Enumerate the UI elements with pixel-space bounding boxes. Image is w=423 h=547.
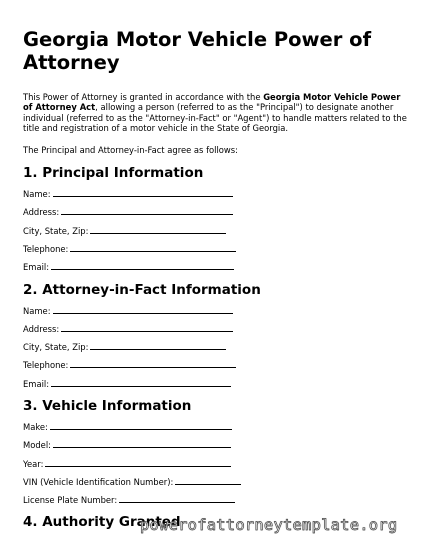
section-heading: 4. Authority Granted [23, 514, 181, 531]
intro-act-name: Georgia Motor Vehicle Power of Attorney Act [23, 92, 401, 113]
agent-name-field[interactable] [23, 305, 415, 323]
fill-in-line[interactable] [53, 305, 233, 314]
website-watermark: powerofattorneytemplate.org [140, 516, 398, 534]
intro-paragraph [23, 92, 411, 134]
fill-in-line[interactable] [53, 439, 231, 448]
field-label: Address: [23, 207, 60, 218]
fill-in-line[interactable] [61, 206, 233, 215]
fill-in-line[interactable] [70, 359, 236, 368]
vehicle-year-field[interactable] [23, 458, 415, 476]
fill-in-line[interactable] [90, 341, 226, 350]
intro-text-end: , allowing a person (referred to as the "Principal") to designate another individual (referred to as the "Attorney-in-Fact" or "Agent") to handle matters related to the title and registration of a motor vehicle in the State of Georgia. [23, 102, 407, 134]
principal-telephone-field[interactable] [23, 243, 415, 261]
fill-in-line[interactable] [70, 243, 236, 252]
fill-in-line[interactable] [119, 494, 235, 503]
principal-email-field[interactable] [23, 261, 415, 279]
field-label: City, State, Zip: [23, 225, 89, 236]
document-title: Georgia Motor Vehicle Power of Attorney [23, 28, 372, 74]
field-label: Make: [23, 422, 48, 432]
section-heading: 2. Attorney-in-Fact Information [23, 281, 261, 298]
field-label: Name: [23, 189, 51, 200]
agent-email-field[interactable] [23, 378, 415, 396]
field-label: City, State, Zip: [23, 342, 89, 353]
section-principal-information [23, 165, 415, 279]
fill-in-line[interactable] [61, 323, 233, 332]
fill-in-line[interactable] [175, 476, 241, 485]
section-heading: 3. Vehicle Information [23, 398, 192, 414]
fill-in-line[interactable] [51, 378, 231, 387]
agent-telephone-field[interactable] [23, 359, 415, 377]
fill-in-line[interactable] [51, 261, 234, 270]
section-attorney-in-fact-information [23, 282, 415, 396]
agent-city-state-zip-field[interactable] [23, 341, 415, 359]
fill-in-line[interactable] [50, 421, 232, 430]
section-vehicle-information [23, 398, 415, 512]
vehicle-vin-field[interactable] [23, 476, 415, 494]
vehicle-make-field[interactable] [23, 421, 415, 439]
field-label: Email: [23, 378, 50, 389]
field-label: License Plate Number: [23, 495, 118, 506]
field-label: Telephone: [23, 243, 69, 254]
intro-text-start: This Power of Attorney is granted in accordance with the [23, 92, 264, 102]
field-label: Name: [23, 305, 51, 316]
fill-in-line[interactable] [53, 188, 233, 197]
vehicle-model-field[interactable] [23, 439, 415, 457]
agent-address-field[interactable] [23, 323, 415, 341]
principal-name-field[interactable] [23, 188, 415, 206]
field-label: VIN (Vehicle Identification Number): [23, 476, 174, 487]
field-label: Telephone: [23, 360, 69, 371]
field-label: Email: [23, 262, 50, 273]
field-label: Model: [23, 440, 51, 451]
fill-in-line[interactable] [90, 225, 226, 234]
field-label: Address: [23, 323, 60, 334]
section-heading: 1. Principal Information [23, 165, 204, 182]
principal-address-field[interactable] [23, 206, 415, 224]
agreement-statement: The Principal and Attorney-in-Fact agree as follows: [23, 144, 238, 155]
field-label: Year: [23, 458, 44, 469]
principal-city-state-zip-field[interactable] [23, 225, 415, 243]
vehicle-license-plate-field[interactable] [23, 494, 415, 512]
document-page [23, 28, 415, 537]
fill-in-line[interactable] [45, 458, 231, 467]
